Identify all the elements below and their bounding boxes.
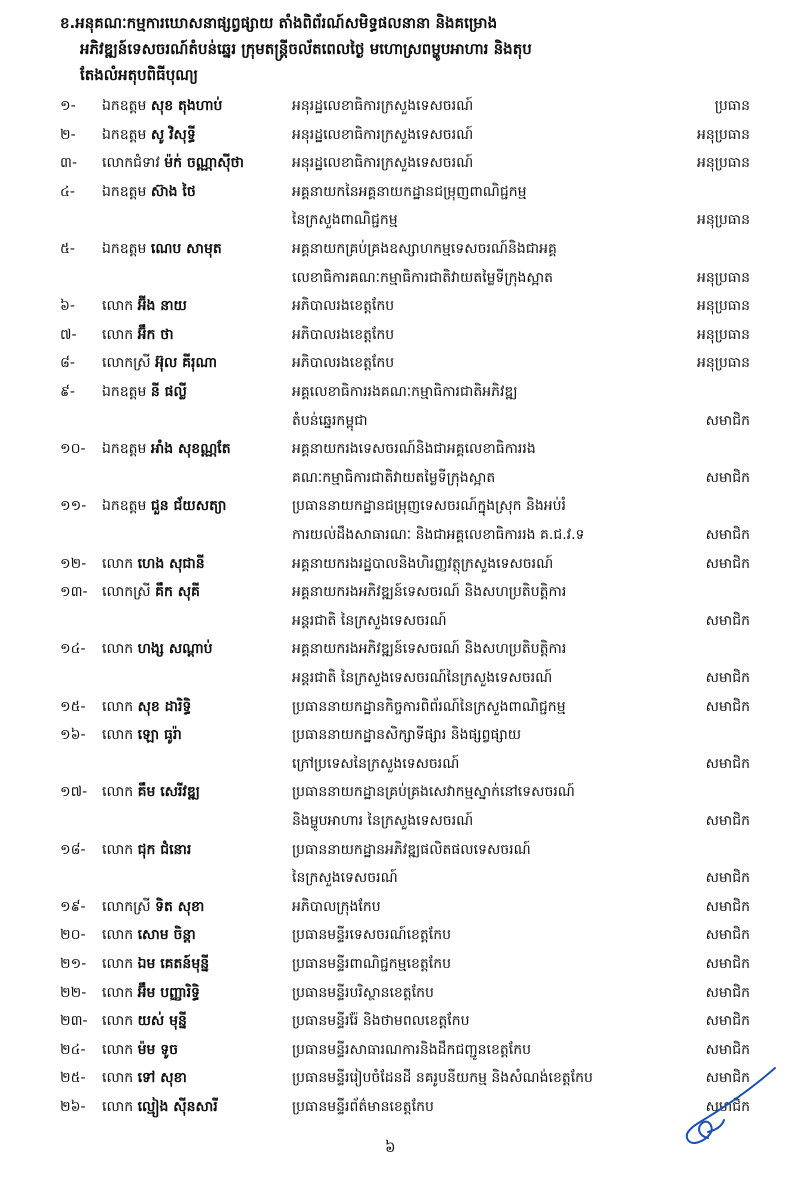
member-row [60,950,750,979]
member-name [102,292,297,320]
member-role: សមាជិក [705,1041,750,1058]
member-role: សមាជិក [705,412,750,429]
member-fullname: ជុក ជំនោរ [137,841,192,858]
member-role: សមាជិក [705,927,750,944]
member-fullname: សុខ ដារិទ្ធិ [137,698,192,715]
member-role: សមាជិក [705,612,750,629]
member-title: លោក [102,727,134,744]
member-row [60,893,750,922]
member-position-line: អគ្គនាយកនៃអគ្គនាយកដ្ឋានជម្រុញពាណិជ្ជកម្ម [292,183,527,200]
member-row [60,378,750,435]
member-name [102,1036,297,1064]
member-name [102,721,297,749]
member-role: សមាជិក [705,526,750,543]
member-name [102,635,297,663]
member-row [60,92,750,121]
member-fullname: គឹក សុគី [155,584,200,601]
member-row [60,778,750,835]
member-number: ៩- [60,384,75,400]
page-number: ៦ [385,1138,396,1156]
member-position-line: អគ្គនាយករងទេសចរណ៍និងជាអគ្គលេខាធិការរង [292,441,536,458]
member-fullname: គឹម សេរីវឌ្ឍ [137,784,200,801]
member-position-line: អគ្គនាយករងអភិវឌ្ឍន៍ទេសចរណ៍ និងសហប្រតិបត្តិការ [292,584,567,601]
member-role: អនុប្រធាន [696,326,750,343]
member-name [102,321,297,349]
member-row [60,178,750,235]
member-role: ប្រធាន [714,98,750,114]
member-number: ១- [60,98,76,114]
member-title: លោកជំទាវ [102,155,160,172]
member-fullname: ម៉ម ទូច [137,1041,178,1058]
member-position-line: ប្រធានមន្ទីរព័ត៌មានខេត្តកែប [292,1099,434,1115]
member-position-line: ប្រធាននាយកដ្ឋានអភិវឌ្ឍផលិតផលទេសចរណ៍ [292,841,531,858]
member-number: ១៦- [60,727,86,744]
member-number: ២១- [60,956,87,972]
member-title: លោក [102,1070,134,1087]
member-fullname: សោម ចិន្តា [137,927,196,944]
member-title: ឯកឧត្តម [102,441,147,458]
member-number: ២៦- [60,1099,86,1115]
member-number: ២៤- [60,1041,86,1058]
section-heading [60,10,740,88]
member-role: សមាជិក [705,870,750,887]
member-fullname: ទៅ សុខា [137,1070,187,1087]
member-row [60,1036,750,1065]
member-fullname: ជួន ជ័យសត្យា [150,498,227,515]
member-title: លោក [102,698,134,715]
member-number: ២២- [60,984,87,1001]
member-row [60,836,750,893]
member-title: ឯកឧត្តម [102,183,147,200]
member-position-line: ប្រធានមន្ទីរបរិស្ថានខេត្តកែប [292,984,434,1001]
member-title: លោក [102,927,134,944]
member-position-line: ប្រធានមន្ទីរទេសចរណ៍ខេត្តកែប [292,927,452,944]
member-position-line: នៃក្រសួងទេសចរណ៍ [292,870,398,887]
member-title: លោក [102,1041,134,1058]
member-title: លោក [102,784,134,801]
member-number: ១៨- [60,841,86,858]
member-number: ១០- [60,441,86,458]
member-name [102,693,297,721]
heading-line-3: តែងលំអតុបពិធីបុណ្យ [80,66,198,84]
member-fullname: អាំង សុខណ្ណតែ [150,441,231,458]
member-title: លោក [102,555,134,572]
member-title: លោក [102,984,134,1001]
member-role: អនុប្រធាន [696,212,750,229]
member-name [102,1007,297,1035]
member-role: សមាជិក [705,755,750,772]
member-position-line: គណៈកម្មាធិការជាតិវាយតម្លៃទីក្រុងស្អាត [292,469,496,486]
member-title: លោកស្រី [102,584,151,601]
member-position-line: អនុរដ្ឋលេខាធិការក្រសួងទេសចរណ៍ [292,126,474,143]
member-role: អនុប្រធាន [696,126,750,143]
member-number: ១៧- [60,784,88,801]
member-position-line: ក្រៅប្រទេសនៃក្រសួងទេសចរណ៍ [292,755,460,772]
member-position-line: អភិបាលរងខេត្តកែប [292,326,395,343]
member-fullname: អ៊ឹម បញ្ញារិទ្ធិ [137,984,200,1001]
member-position-line: អភិបាលរងខេត្តកែប [292,298,395,315]
member-position-line: លេខាធិការគណៈកម្មាធិការជាតិវាយតម្លៃទីក្រុងស្អាត [292,269,554,286]
member-fullname: អ៊ុល គីរុណា [155,355,218,372]
member-row [60,635,750,692]
member-fullname: ទិត សុខា [155,898,205,915]
member-name [102,149,297,177]
member-name [102,950,297,978]
member-position-line: ប្រធាននាយកដ្ឋានសិក្សាទីផ្សារ និងផ្សព្វផ្សាយ [292,727,522,744]
member-role: សមាជិក [705,1070,750,1087]
member-fullname: ម៉ក់ ចណ្ណាស៊ីថា [164,155,244,172]
member-position-line: អភិបាលក្រុងកែប [292,898,381,915]
member-position-line: ប្រធានមន្ទីរពាណិជ្ជកម្មខេត្តកែប [292,956,452,972]
member-title: ឯកឧត្តម [102,98,147,114]
member-name [102,921,297,949]
member-title: លោក [102,326,134,343]
member-role: អនុប្រធាន [696,355,750,372]
member-fullname: ហង្ស សណ្តាប់ [137,641,213,658]
member-position-line: អគ្គនាយករងរដ្ឋបាលនិងហិរញ្ញវត្ថុក្រសួងទេសចរណ៍ [292,555,554,572]
member-name [102,836,297,864]
member-fullname: ណេប សាមុត [150,241,222,257]
member-role: សមាជិក [705,469,750,486]
member-fullname: ស៊ាង ថៃ [150,183,196,200]
member-role: សមាជិក [705,812,750,829]
member-role: សមាជិក [705,698,750,715]
member-fullname: ឡោ ធូរ៉ា [137,727,182,744]
member-title: លោកស្រី [102,355,151,372]
member-fullname: នី ផល្លី [150,384,187,400]
member-row [60,979,750,1008]
member-position-line: ការយល់ដឹងសាធារណៈ និងជាអគ្គលេខាធិការរង គ.ជ.វ.ទ [292,526,585,543]
member-position-line: ប្រធាននាយកដ្ឋានគ្រប់គ្រងសេវាកម្មស្នាក់នៅទេសចរណ៍ [292,784,575,801]
member-name [102,92,297,120]
member-position-line: អនុរដ្ឋលេខាធិការក្រសួងទេសចរណ៍ [292,155,474,172]
member-row [60,550,750,579]
member-position-line: និងម្ហូបអាហារ នៃក្រសួងទេសចរណ៍ [292,812,474,829]
member-title: លោកស្រី [102,898,151,915]
member-name [102,349,297,377]
member-row [60,149,750,178]
member-position-line: អគ្គលេខាធិការរងគណៈកម្មាធិការជាតិអភិវឌ្ឍ [292,384,518,400]
member-number: ៨- [60,355,75,372]
member-position-line: អគ្គនាយករងអភិវឌ្ឍន៍ទេសចរណ៍ និងសហប្រតិបត្តិការ [292,641,567,658]
member-role: សមាជិក [705,956,750,972]
member-name [102,1093,297,1121]
member-title: លោក [102,841,134,858]
member-title: លោក [102,298,134,315]
member-name [102,1064,297,1092]
member-row [60,349,750,378]
member-name [102,435,297,463]
member-title: លោក [102,1013,134,1030]
member-name [102,578,297,606]
member-name [102,178,297,206]
member-fullname: ហេង សុជានី [137,555,205,572]
member-position-line: អនុរដ្ឋលេខាធិការក្រសួងទេសចរណ៍ [292,98,474,114]
member-number: ៥- [60,241,75,257]
member-row [60,1007,750,1036]
member-position-line: ប្រធានមន្ទីររៀបចំដែនដី នគរូបនីយកម្ម និងសំណង់ខេត្តកែប [292,1070,593,1087]
member-fullname: សុខ តុងហាប់ [150,98,223,114]
member-number: ១៤- [60,641,86,658]
member-position-line: ប្រធាននាយកដ្ឋានជម្រុញទេសចរណ៍ក្នុងស្រុក និងអប់រំ [292,498,566,515]
member-fullname: អ៊ីង នាយ [137,298,187,315]
heading-line-2: អភិវឌ្ឍន៍ទេសចរណ៍តំបន់ឆ្នេរ ក្រុមតន្ត្រីចល័តពេលថ្ងៃ មហោស្រពម្ហូបអាហារ និងតុប [80,40,532,58]
member-fullname: ល្មៀង ស៊ីនសារី [137,1099,218,1115]
member-title: លោក [102,1099,134,1115]
member-title: ឯកឧត្តម [102,126,147,143]
member-role: សមាជិក [705,669,750,686]
member-name [102,979,297,1007]
member-row [60,578,750,635]
member-role: សមាជិក [705,1013,750,1030]
member-position-line: ប្រធានមន្ទីរសាធារណការនិងដឹកជញ្ជូនខេត្តកែប [292,1041,531,1058]
member-position-line: អភិបាលរងខេត្តកែប [292,355,395,372]
member-role: អនុប្រធាន [696,298,750,315]
handwritten-signature [670,1060,780,1150]
member-number: ១១- [60,498,87,515]
member-row [60,292,750,321]
member-fullname: សូ វិសុទ្ធី [150,126,196,143]
member-name [102,121,297,149]
member-fullname: យស់ មុន្នី [137,1013,187,1030]
member-row [60,321,750,350]
member-number: ៣- [60,155,78,172]
member-row [60,492,750,549]
member-number: ២០- [60,927,86,944]
member-role: សមាជិក [705,1099,750,1115]
member-fullname: ឯម គេតន៍មុន្នី [137,956,210,972]
member-name [102,778,297,806]
member-number: ៦- [60,298,75,315]
member-number: ២៣- [60,1013,88,1030]
member-position-line: នៃក្រសួងពាណិជ្ជកម្ម [292,212,398,229]
member-row [60,235,750,292]
member-row [60,121,750,150]
member-number: ២- [60,126,76,143]
member-position-line: អន្តរជាតិ នៃក្រសួងទេសចរណ៍ [292,612,447,629]
member-number: ១៩- [60,898,86,915]
member-number: ៧- [60,326,77,343]
member-number: ២៥- [60,1070,86,1087]
member-role: អនុប្រធាន [696,269,750,286]
member-role: សមាជិក [705,898,750,915]
member-name [102,378,297,406]
member-position-line: ប្រធានមន្ទីររ៉ែ និងថាមពលខេត្តកែប [292,1013,470,1030]
member-row [60,921,750,950]
member-row [60,721,750,778]
member-number: ១៥- [60,698,86,715]
member-fullname: អ៊ឹក ថា [137,326,174,343]
member-number: ១២- [60,555,87,572]
member-position-line: តំបន់ឆ្នេរកម្ពុជា [292,412,368,429]
member-title: ឯកឧត្តម [102,498,147,515]
member-title: លោក [102,956,134,972]
member-title: ឯកឧត្តម [102,241,147,257]
member-row [60,1093,750,1122]
member-number: ១៣- [60,584,88,601]
heading-line-1: ខ.អនុគណៈកម្មការឃោសនាផ្សព្វផ្សាយ តាំងពិព័រណ៍សមិទ្ធផលនានា និងគម្រោង [60,14,498,32]
member-name [102,550,297,578]
member-row [60,1064,750,1093]
member-number: ៤- [60,183,75,200]
member-role: សមាជិក [705,984,750,1001]
member-position-line: ប្រធាននាយកដ្ឋានកិច្ចការពិព័រណ៍នៃក្រសួងពាណិជ្ជកម្ម [292,698,566,715]
member-title: លោក [102,641,134,658]
member-role: សមាជិក [705,555,750,572]
member-name [102,893,297,921]
member-title: ឯកឧត្តម [102,384,147,400]
member-position-line: អគ្គនាយកគ្រប់គ្រងឧស្សាហកម្មទេសចរណ៍និងជាអគ្គ [292,241,557,257]
member-position-line: អន្តរជាតិ នៃក្រសួងទេសចរណ៍នៃក្រសួងទេសចរណ៍ [292,669,553,686]
member-row [60,435,750,492]
member-name [102,235,297,263]
member-name [102,492,297,520]
member-role: អនុប្រធាន [696,155,750,172]
member-row [60,693,750,722]
